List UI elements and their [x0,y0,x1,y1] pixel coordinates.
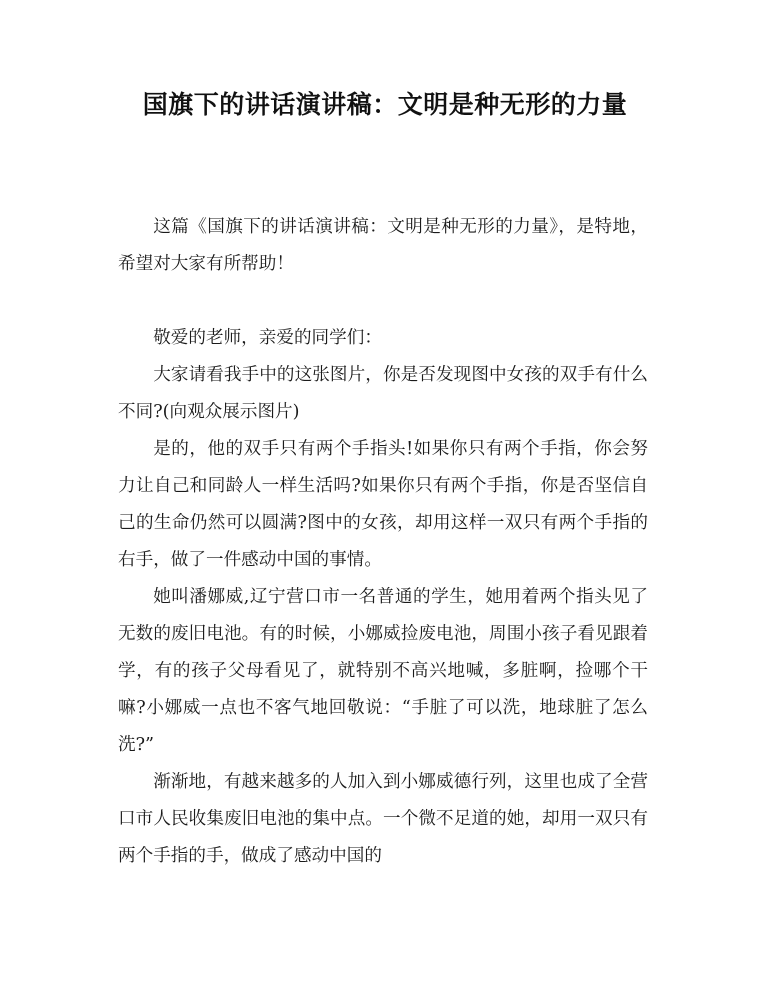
salutation-paragraph: 敬爱的老师，亲爱的同学们： [153,328,382,348]
intro-paragraph: 这篇《国旗下的讲话演讲稿：文明是种无形的力量》，是特地，希望对大家有所帮助！ [118,217,648,274]
body-paragraph: 她叫潘娜威,辽宁营口市一名普通的学生，她用着两个指头见了无数的废旧电池。有的时候，小娜威捡废电池，周围小孩子看见跟着学，有的孩子父母看见了，就特别不高兴地喊，多脏啊，捡哪个干嘛?小娜威一点也不客气地回敬说：“手脏了可以洗，地球脏了怎么洗?” [118,587,648,755]
document-title: 国旗下的讲话演讲稿：文明是种无形的力量 [142,90,628,119]
body-paragraph: 是的，他的双手只有两个手指头!如果你只有两个手指，你会努力让自己和同龄人一样生活吗?如果你只有两个手指，你是否坚信自己的生命仍然可以圆满?图中的女孩，却用这样一双只有两个手指的右手，做了一件感动中国的事情。 [118,439,648,570]
document-body [118,209,648,875]
body-paragraph: 大家请看我手中的这张图片，你是否发现图中女孩的双手有什么不同?(向观众展示图片) [118,365,648,422]
body-paragraph: 渐渐地，有越来越多的人加入到小娜威德行列，这里也成了全营口市人民收集废旧电池的集中点。一个微不足道的她，却用一双只有两个手指的手，做成了感动中国的 [118,772,648,866]
